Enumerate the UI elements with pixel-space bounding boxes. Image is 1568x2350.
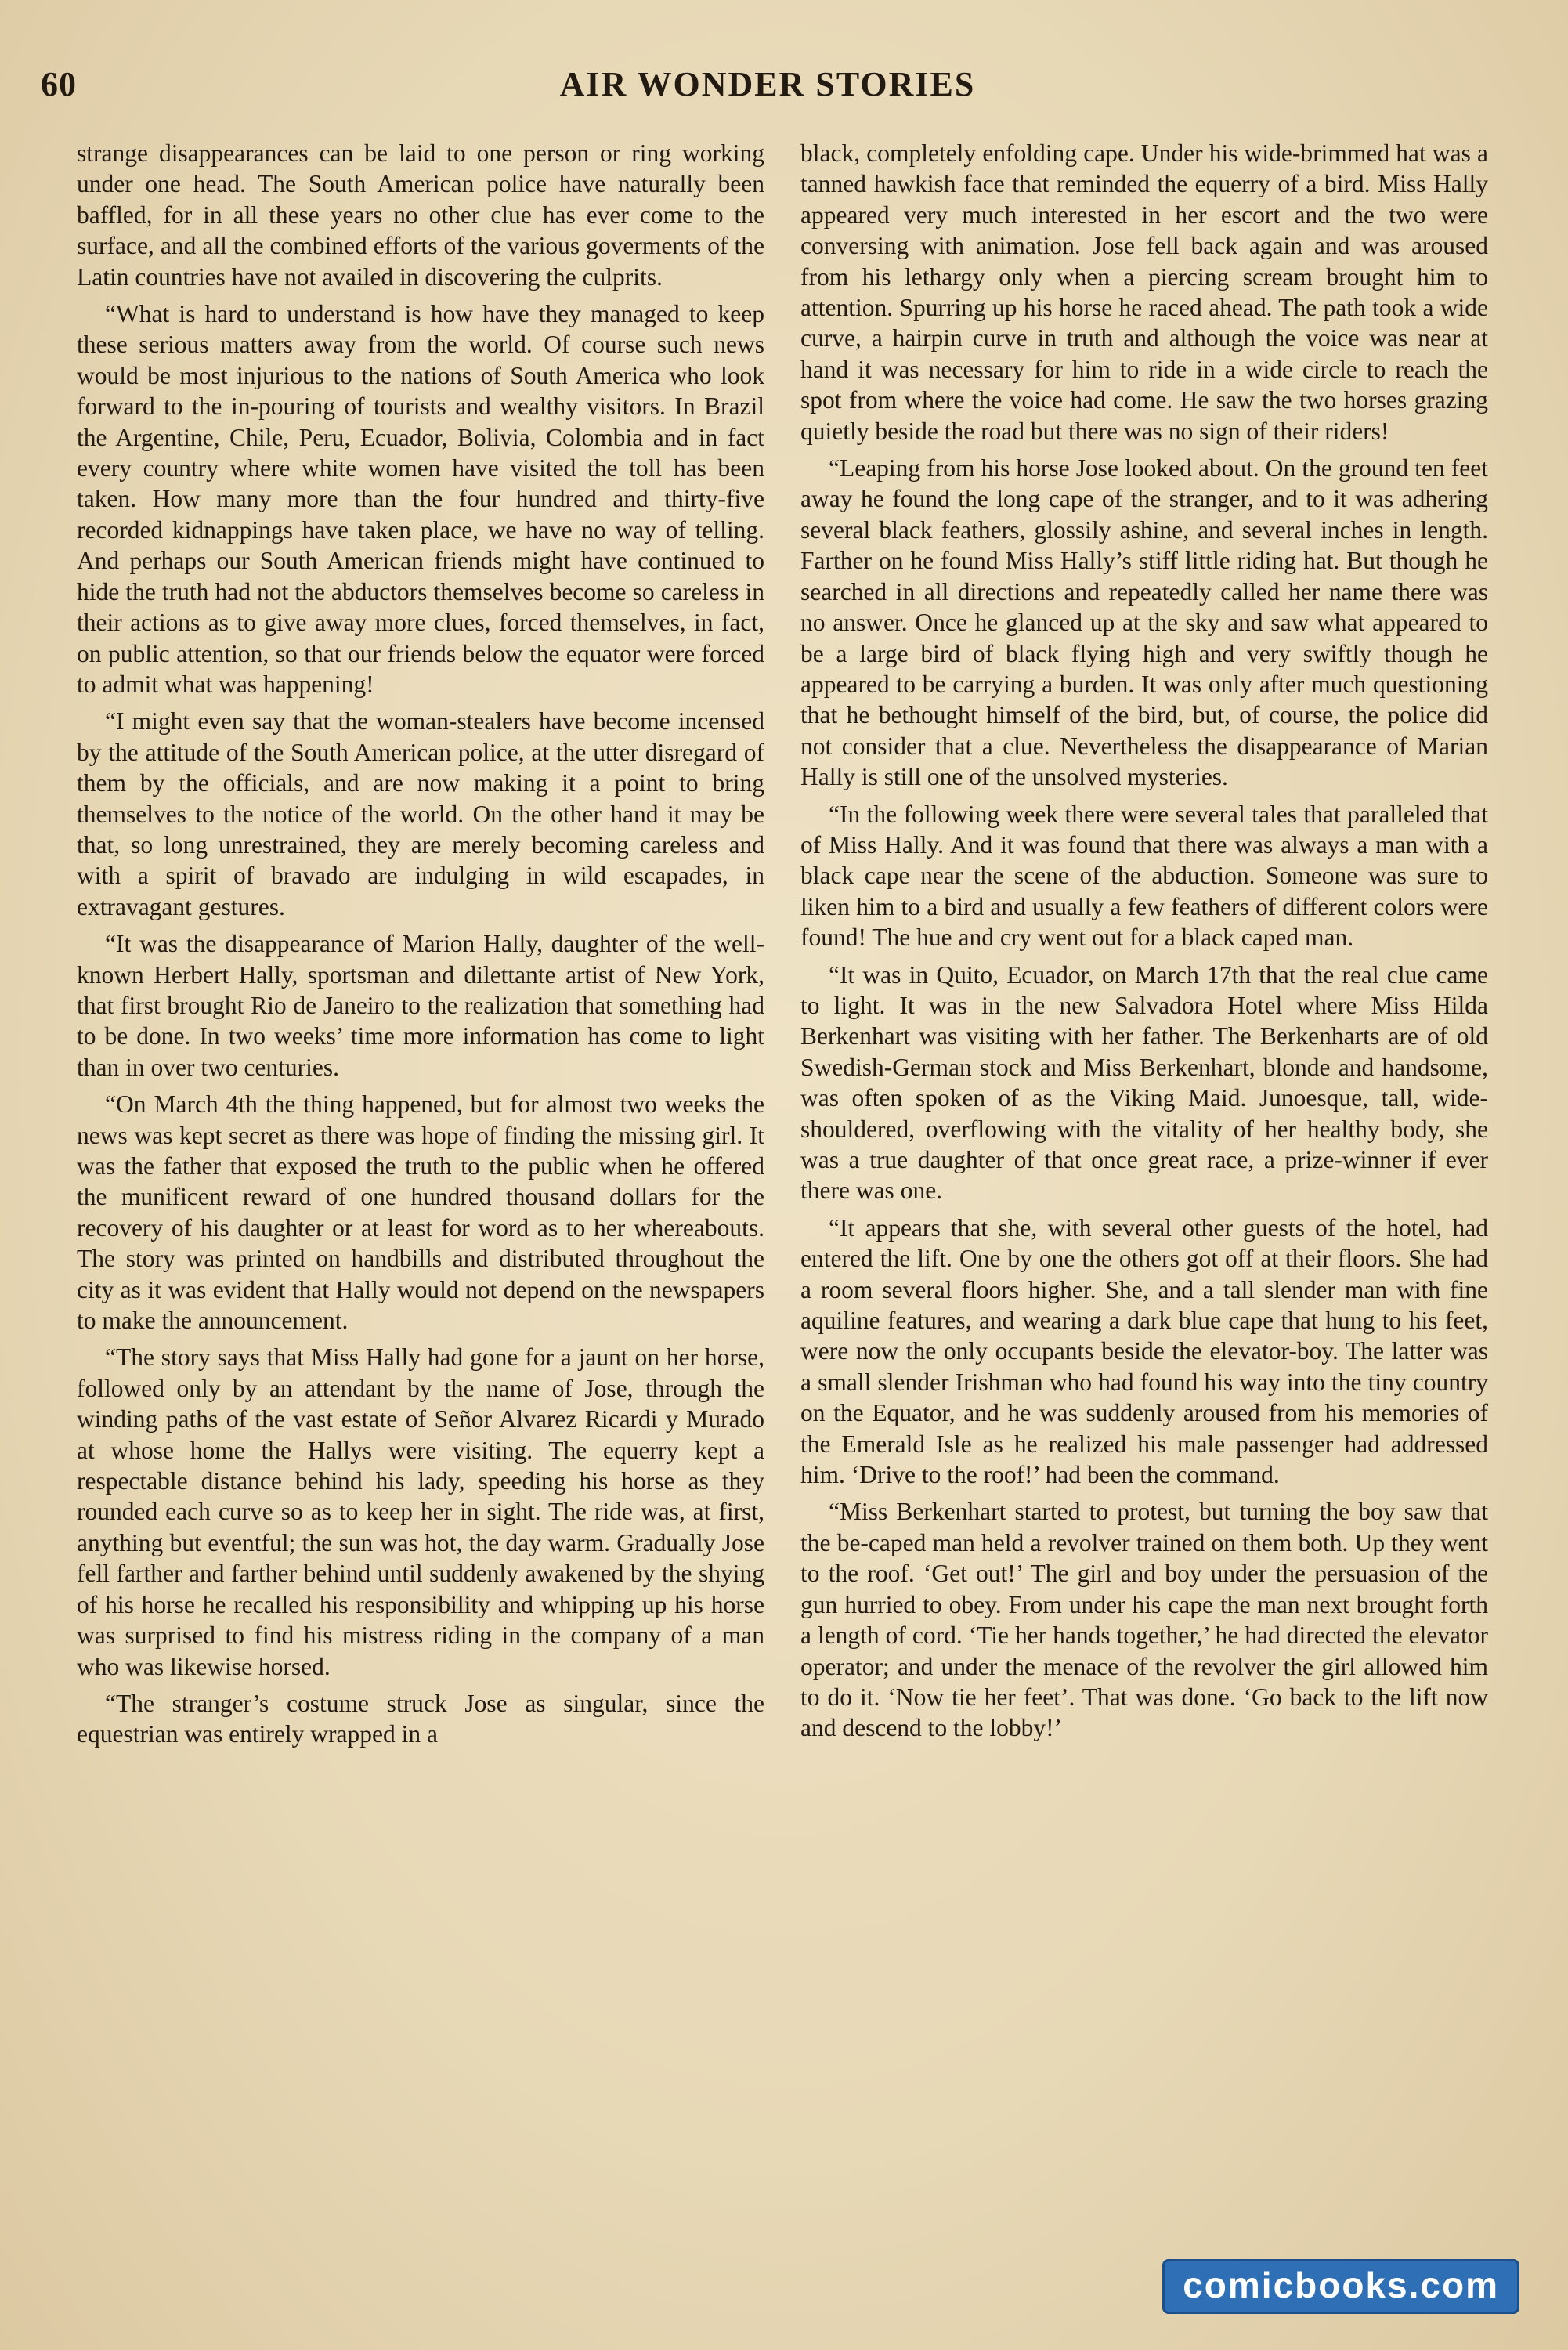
- watermark-logo: comicbooks.com: [1162, 2259, 1519, 2314]
- paragraph: “In the following week there were several tales that paralleled that of Miss Hally. And it was found that there was always a man with a black cape near the scene of the abduction. Someone was sure to liken him to a bird and usually a few feathers of different colors were found! The hue and cry went out for a black caped man.: [800, 800, 1488, 952]
- paragraph: “What is hard to understand is how have they managed to keep these serious matters away from the world. Of course such news would be most injurious to the nations of South America who look forward to the in-pouring of tourists and wealthy visitors. In Brazil the Argentine, Chile, Peru, Ecuador, Bolivia, Colombia and in fact every country where white women have visited the toll has been taken. How many more than the four hundred and thirty-five recorded kidnappings have taken place, we have no way of telling. And perhaps our South American friends might have continued to hide the truth had not the abductors themselves become so careless in their actions as to give away more clues, forced themselves, in fact, on public attention, so that our friends below the equator were forced to admit what was happening!: [77, 300, 764, 698]
- paragraph: strange disappearances can be laid to one person or ring working under one head. The South American police have naturally been baffled, for in all these years no other clue has ever come to the surface, and all the combined efforts of the various goverments of the Latin countries have not availed in discovering the culprits.: [77, 139, 764, 291]
- text-column-right: [800, 138, 1488, 2269]
- article-body: [77, 138, 1488, 2269]
- paragraph: “On March 4th the thing happened, but for almost two weeks the news was kept secret as there was hope of finding the missing girl. It was the father that exposed the truth to the public when he offered the munificent reward of one hundred thousand dollars for the recovery of his daughter or at least for word as to her whereabouts. The story was printed on handbills and distributed throughout the city as it was evident that Hally would not depend on the newspapers to make the announcement.: [77, 1090, 764, 1335]
- magazine-title: AIR WONDER STORIES: [559, 65, 976, 103]
- page-header: [38, 64, 1498, 111]
- paragraph: “Leaping from his horse Jose looked about. On the ground ten feet away he found the long cape of the stranger, and to it was adhering several black feathers, glossily ashine, and several inches in length. Farther on he found Miss Hally’s stiff little riding hat. But though he searched in all directions and repeatedly called her name there was no answer. Once he glanced up at the sky and saw what appeared to be a large bird of black flying high and very swiftly though he appeared to be carrying a burden. It was only after much questioning that he bethought himself of the bird, but, of course, the police did not consider that a clue. Nevertheless the disappearance of Marian Hally is still one of the unsolved mysteries.: [800, 454, 1488, 791]
- paragraph: “It was in Quito, Ecuador, on March 17th that the real clue came to light. It was in the new Salvadora Hotel where Miss Hilda Berkenhart was visiting with her father. The Berkenharts are of old Swedish-German stock and Miss Berkenhart, blonde and handsome, was often spoken of as the Viking Maid. Junoesque, tall, wide-shouldered, overflowing with the vitality of her healthy body, she was a true daughter of that once great race, a prize-winner if ever there was one.: [800, 960, 1488, 1205]
- paragraph: “Miss Berkenhart started to protest, but turning the boy saw that the be-caped man held a revolver trained on them both. Up they went to the roof. ‘Get out!’ The girl and boy under the persuasion of the gun hurried to obey. From under his cape the man next brought forth a length of cord. ‘Tie her hands together,’ he had directed the elevator operator; and under the menace of the revolver the girl allowed him to do it. ‘Now tie her feet’. That was done. ‘Go back to the lift now and descend to the lobby!’: [800, 1498, 1488, 1742]
- paragraph: “The story says that Miss Hally had gone for a jaunt on her horse, followed only by an attendant by the name of Jose, through the winding paths of the vast estate of Señor Alvarez Ricardi y Murado at whose home the Hallys were visiting. The equerry kept a respectable distance behind his lady, speeding his horse as they rounded each curve so as to keep her in sight. The ride was, at first, anything but eventful; the sun was hot, the day warm. Gradually Jose fell farther and farther behind until suddenly awakened by the shying of his horse he recalled his responsibility and whipping up his horse was surprised to find his mistress riding in the company of a man who was likewise horsed.: [77, 1343, 764, 1680]
- paragraph: “The stranger’s costume struck Jose as singular, since the equestrian was entirely wrapped in a: [77, 1689, 764, 1748]
- paragraph: “It was the disappearance of Marion Hally, daughter of the well-known Herbert Hally, sportsman and dilettante artist of New York, that first brought Rio de Janeiro to the realization that something had to be done. In two weeks’ time more information has come to light than in over two centuries.: [77, 930, 764, 1081]
- paragraph: “I might even say that the woman-stealers have become incensed by the attitude of the South American police, at the utter disregard of them by the officials, and are now making it a point to bring themselves to the notice of the world. On the other hand it may be that, so long unrestrained, they are merely becoming careless and with a spirit of bravado are indulging in wild escapades, in extravagant gestures.: [77, 707, 764, 920]
- paragraph: “It appears that she, with several other guests of the hotel, had entered the lift. One by one the others got off at their floors. She had a room several floors higher. She, and a tall slender man with fine aquiline features, and wearing a dark blue cape that hung to his feet, were now the only occupants beside the elevator-boy. The latter was a small slender Irishman who had found his way into the tiny country on the Equator, and he was suddenly aroused from his memories of the Emerald Isle as he realized his male passenger had addressed him. ‘Drive to the roof!’ had been the command.: [800, 1213, 1488, 1489]
- paragraph: black, completely enfolding cape. Under his wide-brimmed hat was a tanned hawkish face that reminded the equerry of a bird. Miss Hally appeared very much interested in her escort and the two were conversing with animation. Jose fell back again and was aroused from his lethargy only when a piercing scream brought him to attention. Spurring up his horse he raced ahead. The path took a wide curve, a hairpin curve in truth and although the voice was near at hand it was necessary for him to ride in a wide circle to reach the spot from where the voice had come. He saw the two horses grazing quietly beside the road but there was no sign of their riders!: [800, 139, 1488, 445]
- text-column-left: [77, 138, 764, 2269]
- page-number: 60: [41, 65, 77, 103]
